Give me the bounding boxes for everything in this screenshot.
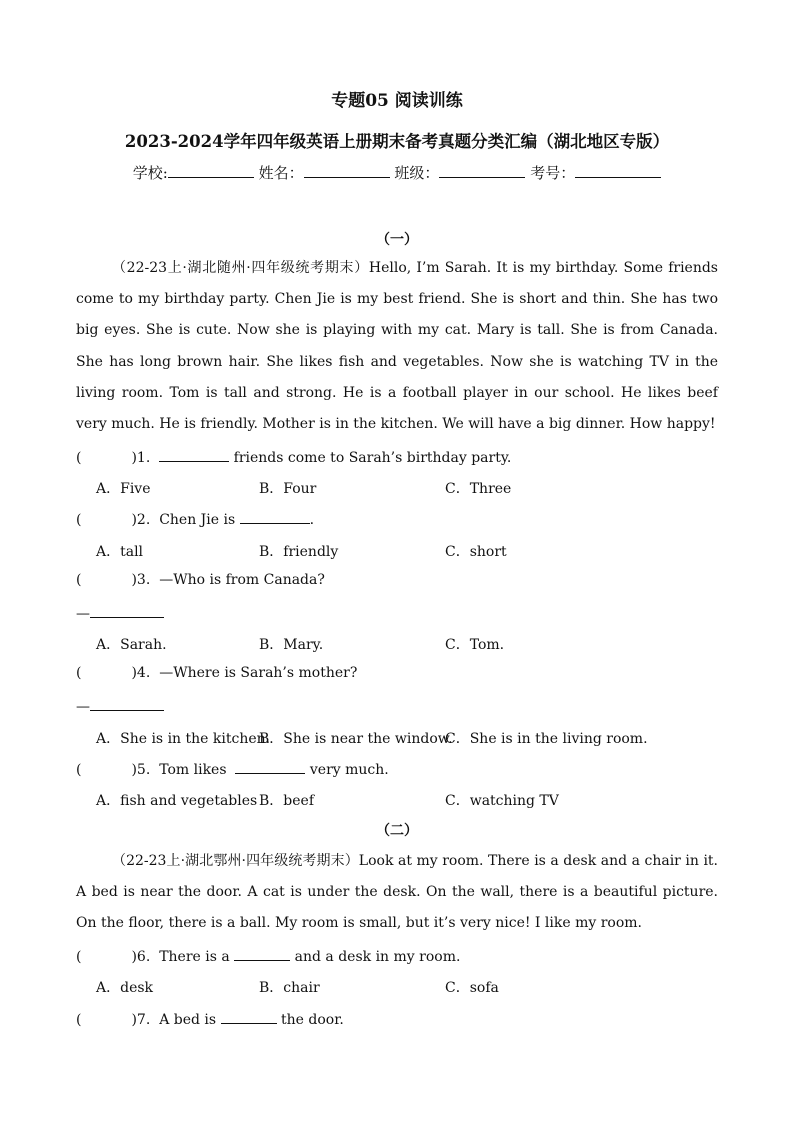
q1-open-paren: (	[76, 450, 82, 466]
q6-number: )6.	[131, 949, 151, 965]
number-blank[interactable]	[575, 163, 661, 178]
q2-option-a[interactable]: A．tall	[96, 544, 144, 560]
name-label: 姓名：	[258, 164, 304, 182]
q2-open-paren: (	[76, 512, 82, 528]
q6-open-paren: (	[76, 949, 82, 965]
q4-number: )4.	[131, 665, 151, 681]
q7-blank[interactable]	[221, 1009, 277, 1024]
question-5	[76, 759, 389, 778]
q3-text: —Who is from Canada?	[159, 572, 325, 588]
q2-blank[interactable]	[240, 509, 310, 524]
class-blank[interactable]	[439, 163, 525, 178]
q2-number: )2.	[131, 512, 151, 528]
q5-number: )5.	[131, 762, 151, 778]
q4-option-a[interactable]: A．She is in the kitchen.	[96, 731, 271, 747]
question-7	[76, 1009, 344, 1028]
q4-blank[interactable]	[90, 696, 164, 711]
q3-open-paren: (	[76, 572, 82, 588]
q1-text: friends come to Sarah’s birthday party.	[233, 450, 512, 466]
q3-dash: —	[76, 606, 90, 622]
section-heading-2: （二）	[376, 823, 418, 839]
q3-number: )3.	[131, 572, 151, 588]
q6-text-end: and a desk in my room.	[294, 949, 461, 965]
q5-blank[interactable]	[235, 759, 305, 774]
q1-option-b[interactable]: B．Four	[259, 481, 317, 497]
q3-option-a[interactable]: A．Sarah.	[96, 637, 167, 653]
q3-blank[interactable]	[90, 603, 164, 618]
q5-open-paren: (	[76, 762, 82, 778]
q4-text: —Where is Sarah’s mother?	[159, 665, 358, 681]
page-subtitle: 2023-2024学年四年级英语上册期末备考真题分类汇编（湖北地区专版）	[124, 132, 670, 151]
q1-number: )1.	[131, 450, 151, 466]
q7-open-paren: (	[76, 1012, 82, 1028]
q4-open-paren: (	[76, 665, 82, 681]
question-2	[76, 509, 314, 528]
q1-option-c[interactable]: C．Three	[445, 481, 512, 497]
q3-option-c[interactable]: C．Tom.	[445, 637, 505, 653]
reading-passage-2: （22-23上·湖北鄂州·四年级统考期末）Look at my room. There is a desk and a chair in it. A bed is near the door. A cat is under the desk. On the wall, there is a beautiful picture. On the floor, there is a ball. My room is small, but it’s very nice! I like my room.	[76, 853, 718, 932]
q7-text: A bed is	[159, 1012, 217, 1028]
reading-passage-1: （22-23上·湖北随州·四年级统考期末）Hello, I’m Sarah. It is my birthday. Some friends come to my birthday party. Chen Jie is my best friend. She is short and thin. She has two big eyes. She is cute. Now she is playing with my cat. Mary is tall. She is from Canada. She has long brown hair. She likes fish and vegetables. Now she is watching TV in the living room. Tom is tall and strong. He is a football player in our school. He likes beef very much. He is friendly. Mother is in the kitchen. We will have a big dinner. How happy!	[76, 260, 718, 433]
q2-option-c[interactable]: C．short	[445, 544, 507, 560]
q6-option-c[interactable]: C．sofa	[445, 980, 499, 996]
q3-response-line	[76, 603, 164, 622]
q6-option-a[interactable]: A．desk	[96, 980, 154, 996]
number-label: 考号：	[530, 164, 576, 182]
q4-option-b[interactable]: B．She is near the window.	[259, 731, 453, 747]
q7-number: )7.	[131, 1012, 151, 1028]
q5-text-end: very much.	[309, 762, 389, 778]
question-3	[76, 572, 325, 588]
q6-blank[interactable]	[234, 946, 290, 961]
q2-text-end: .	[309, 512, 315, 528]
q4-option-c[interactable]: C．She is in the living room.	[445, 731, 648, 747]
class-label: 班级：	[394, 164, 440, 182]
q1-blank[interactable]	[159, 447, 229, 462]
question-1	[76, 447, 511, 466]
q4-dash: —	[76, 699, 90, 715]
q6-text: There is a	[159, 949, 230, 965]
name-blank[interactable]	[304, 163, 390, 178]
page-title: 专题05 阅读训练	[331, 91, 463, 111]
school-label: 学校:	[132, 164, 168, 182]
q5-option-a[interactable]: A．fish and vegetables	[96, 793, 258, 809]
question-6	[76, 946, 460, 965]
q1-option-a[interactable]: A．Five	[96, 481, 151, 497]
q2-option-b[interactable]: B．friendly	[259, 544, 339, 560]
q6-option-b[interactable]: B．chair	[259, 980, 320, 996]
q3-option-b[interactable]: B．Mary.	[259, 637, 324, 653]
student-info-line	[0, 162, 794, 183]
q4-response-line	[76, 696, 164, 715]
q7-text-end: the door.	[281, 1012, 344, 1028]
question-4	[76, 665, 357, 681]
section-heading-1: （一）	[376, 232, 418, 248]
q5-option-b[interactable]: B．beef	[259, 793, 315, 809]
q5-option-c[interactable]: C．watching TV	[445, 793, 559, 809]
q5-text: Tom likes	[159, 762, 227, 778]
school-blank[interactable]	[168, 163, 254, 178]
q2-text: Chen Jie is	[159, 512, 236, 528]
